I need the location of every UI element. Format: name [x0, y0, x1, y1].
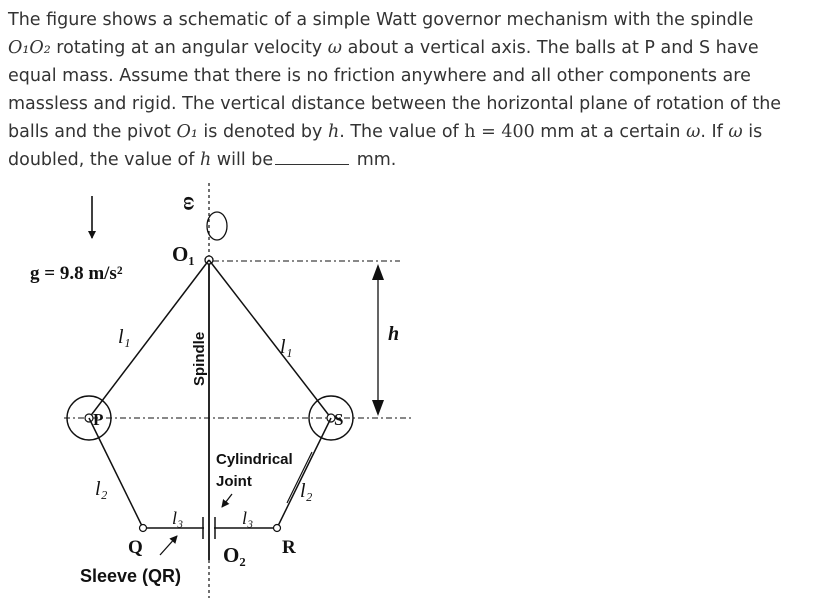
l3-right-label: l₃	[242, 508, 254, 528]
arm-l2-left	[89, 418, 143, 528]
l3-left-label: l₃	[172, 508, 184, 528]
ball-P-label: P	[93, 410, 104, 429]
O2-label: O₂	[223, 543, 246, 567]
spindle-label: Spindle	[191, 331, 208, 386]
pivot-symbol: O₁	[176, 122, 198, 142]
question-line-5-b: is denoted by	[197, 122, 328, 142]
h-value: h = 400	[464, 122, 535, 142]
question-line-5-d: mm at a certain	[534, 122, 687, 142]
l1-right-label: l₁	[280, 336, 293, 358]
ball-S-label: S	[334, 410, 344, 429]
question-line-4-text: massless and rigid. The vertical distance between the horizontal plane of rotation of the	[8, 94, 782, 114]
arm-l2-right	[277, 418, 331, 528]
arm-l1-right	[209, 260, 331, 418]
question-line-6-a: doubled, the value of	[8, 150, 200, 170]
gravity-label: g = 9.8 m/s²	[30, 263, 123, 284]
joint-arrow	[222, 494, 232, 507]
sleeve-label: Sleeve (QR)	[80, 566, 182, 586]
question-line-5-e: . If	[700, 122, 729, 142]
O1-label: O₁	[172, 242, 195, 266]
joint-label-line-2: Joint	[216, 473, 252, 490]
spindle-symbol: O₁O₂	[8, 38, 51, 58]
question-line-1-text: The figure shows a schematic of a simple Watt governor mechanism with the spindle	[8, 10, 754, 30]
omega-symbol: ω	[728, 122, 743, 142]
h-symbol: h	[327, 122, 340, 142]
h-label: h	[388, 323, 400, 345]
h-symbol: h	[199, 150, 212, 170]
l2-right-label: l₂	[300, 480, 313, 502]
question-line-6-b: will be	[211, 150, 274, 170]
question-line-2-b: about a vertical axis. The balls at P and S have	[342, 38, 759, 58]
question-line-5-f: is	[742, 122, 763, 142]
sleeve-arrow	[160, 536, 177, 555]
hinge-R	[274, 525, 281, 532]
l2-left-label: l₂	[95, 478, 108, 500]
joint-label-line-1: Cylindrical	[216, 451, 293, 468]
Q-label: Q	[128, 537, 143, 558]
l1-left-label: l₁	[118, 326, 131, 348]
omega-label: ω	[179, 196, 201, 211]
R-label: R	[282, 537, 296, 558]
h-arrow-bottom	[372, 400, 384, 416]
rotation-arrow-icon	[207, 212, 227, 240]
omega-symbol: ω	[686, 122, 701, 142]
question-line-3-text: equal mass. Assume that there is no friction anywhere and all other components are	[8, 66, 751, 86]
hinge-Q	[140, 525, 147, 532]
question-line-5-c: . The value of	[339, 122, 465, 142]
h-arrow-top	[372, 264, 384, 280]
question-line-2-a: rotating at an angular velocity	[50, 38, 328, 58]
omega-symbol: ω	[327, 38, 343, 58]
question-line-6-c: mm.	[351, 150, 397, 170]
question-line-5-a: balls and the pivot	[8, 122, 177, 142]
